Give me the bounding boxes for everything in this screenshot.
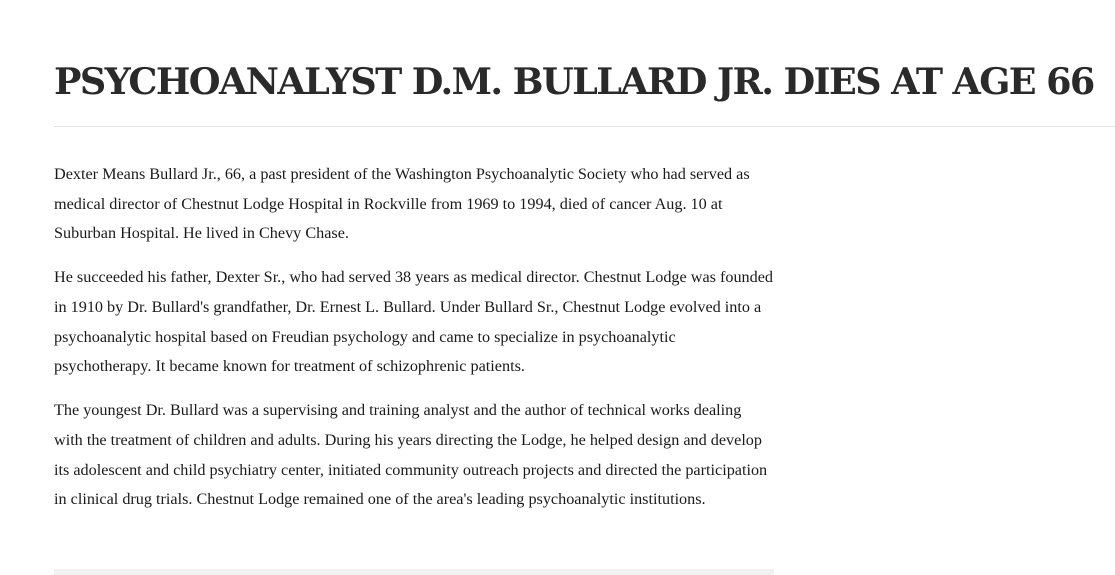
headline-divider <box>54 126 1115 127</box>
article-headline: PSYCHOANALYST D.M. BULLARD JR. DIES AT AGE 66 <box>54 60 1094 103</box>
article-body <box>54 160 774 529</box>
article-paragraph-3: The youngest Dr. Bullard was a supervising and training analyst and the author of technical works dealing with the treatment of children and adults. During his years directing the Lodge, he helped design and develop its adolescent and child psychiatry center, initiated community outreach projects and directed the participation in clinical drug trials. Chestnut Lodge remained one of the area's leading psychoanalytic institutions. <box>54 401 768 509</box>
article-paragraph-1: Dexter Means Bullard Jr., 66, a past president of the Washington Psychoanalytic Society who had served as medical director of Chestnut Lodge Hospital in Rockville from 1969 to 1994, died of cancer Aug. 10 at Suburban Hospital. He lived in Chevy Chase. <box>54 165 750 243</box>
article-paragraph-2: He succeeded his father, Dexter Sr., who had served 38 years as medical director. Chestnut Lodge was founded in 1910 by Dr. Bullard's grandfather, Dr. Ernest L. Bullard. Under Bullard Sr., Chestnut Lodge evolved into a psychoanalytic hospital based on Freudian psychology and came to specialize in psychoanalytic psychotherapy. It became known for treatment of schizophrenic patients. <box>54 268 774 376</box>
content-bottom-bar <box>54 569 774 575</box>
